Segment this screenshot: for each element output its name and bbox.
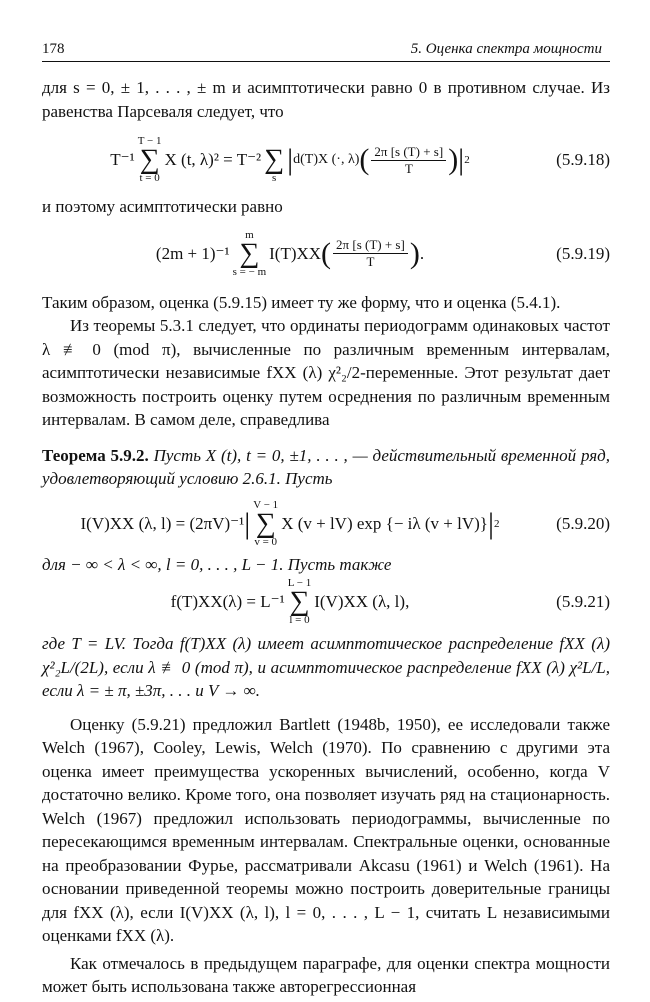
- eq19-fraction: [333, 237, 408, 270]
- eq21-lhs: f(T)XX(λ) = L⁻¹: [170, 592, 285, 611]
- paragraph-5: где T = LV. Тогда f(T)XX (λ) имеет асимптотическое распределение fXX (λ) χ²₂L/(2L), если λ ≢ 0 (mod π), и асимптотическое распределение fXX (λ) χ²L/L, если λ = ± π, ±3π, . . . и V → ∞.: [42, 634, 610, 700]
- eq18-sum-bottom: t = 0: [139, 172, 160, 184]
- eq18-fraction: [371, 144, 446, 177]
- paragraph-7: Как отмечалось в предыдущем параграфе, для оценки спектра мощности может быть использована также авторегрессионная: [42, 953, 610, 996]
- eq21-body: I(V)XX (λ, l),: [314, 592, 410, 611]
- eq19-sum-bottom: s = − m: [232, 265, 267, 278]
- eq21-sum-top: L − 1: [287, 577, 312, 589]
- equation-5-9-18: T⁻¹ T − 1 ∑ t = 0 X (t, λ)² = T⁻² ∑ s | d(T)X (·, λ) ( $\frac{2\pi [s (T) + s]}{T}$ )| 2 (5.9.18): [110, 135, 610, 184]
- paragraph-3: Таким образом, оценка (5.9.15) имеет ту же форму, что и оценка (5.4.1).: [42, 292, 561, 312]
- eq19-sum: m ∑ s = − m: [232, 228, 267, 278]
- theorem-5-9-2: [42, 444, 610, 491]
- theorem-label: Теорема 5.9.2.: [42, 445, 149, 465]
- theorem-text: Пусть X (t), t = 0, ±1, . . . , — действительный временной ряд, удовлетворяющий условию 2.6.1. Пусть: [42, 445, 610, 488]
- page: [42, 36, 610, 999]
- eq18-sum: T − 1 ∑ t = 0: [137, 135, 162, 184]
- eq19-body: I(T)XX: [269, 243, 322, 263]
- eq18-exp: 2: [464, 154, 470, 166]
- eq19-lhs: (2m + 1)⁻¹: [155, 243, 230, 263]
- chapter-title: 5. Оценка спектра мощности: [410, 41, 602, 57]
- paragraph-6: Оценку (5.9.21) предложил Bartlett (1948b, 1950), ее исследовали также Welch (1967), Cooley, Lewis, Welch (1970). По сравнению с другими эта оценка имеет преимущества ускоренных вычислений, особенно, когда V достаточно велико. Кроме того, она позволяет изучать ряд на стационарность. Welch (1967) предложил использовать периодограммы, вычисленные по пересекающимся временным интервалам. Спектральные оценки, основанные на преобразовании Фурье, рассматривали Akcasu (1961) и Welch (1961). На основании приведенной теоремы можно построить доверительные границы для fXX (λ), если I(V)XX (λ, l), l = 0, . . . , L − 1, считать L независимыми оценками fXX (λ).: [42, 714, 610, 945]
- eq20-exp: 2: [493, 517, 500, 530]
- eq20-body: X (v + lV) exp {− iλ (v + lV)}: [281, 513, 488, 533]
- eq20-sum-top: V − 1: [253, 498, 279, 511]
- paragraph-1: для s = 0, ± 1, . . . , ± m и асимптотически равно 0 в противном случае. Из равенства Парсеваля следует, что: [42, 78, 610, 121]
- running-header: [42, 36, 610, 62]
- eq20-sum-bottom: v = 0: [254, 535, 278, 548]
- equation-5-9-20: I(V)XX (λ, l) = (2πV)⁻¹ | V − 1 ∑ v = 0 X (v + lV) exp {− iλ (v + lV)} | 2 (5.9.20): [80, 498, 610, 548]
- paragraph-4: Из теоремы 5.3.1 следует, что ординаты периодограмм одинаковых частот λ ≢ 0 (mod π), вычисленные по различным временным интервалам, асимптотически независимые fXX (λ) χ²₂/2-переменные. Этот результат дает возможность построить оценку путем осреднения по различным временным интервалам. В самом деле, справедлива: [42, 316, 610, 429]
- eq19-number: (5.9.19): [556, 243, 610, 263]
- eq20-number: (5.9.20): [556, 513, 610, 533]
- eq18-frac-den: T: [404, 160, 413, 176]
- equation-5-9-19: (2m + 1)⁻¹ m ∑ s = − m I(T)XX ( $\frac{2\pi [s (T) + s]}{T}$ ) . (5.9.19): [155, 228, 610, 278]
- page-number: 178: [42, 41, 65, 57]
- eq18-frac-num: 2π [s (T) + s]: [371, 144, 446, 161]
- eq21-sum-bottom: l = 0: [289, 614, 310, 626]
- eq18-sum2: ∑ s: [264, 144, 285, 184]
- eq18-lhs: T⁻¹: [110, 150, 135, 169]
- eq19-frac-num: 2π [s (T) + s]: [333, 237, 408, 254]
- eq19-sum-top: m: [245, 228, 254, 241]
- eq18-body-b: d(T)X (·, λ): [293, 152, 360, 167]
- eq18-sum-top: T − 1: [137, 135, 162, 147]
- eq19-frac-den: T: [366, 254, 375, 269]
- eq21-number: (5.9.21): [556, 592, 610, 611]
- eq20-sum: V − 1 ∑ v = 0: [253, 498, 279, 548]
- eq20-lhs: I(V)XX (λ, l) = (2πV)⁻¹: [80, 513, 245, 533]
- eq21-sum: L − 1 ∑ l = 0: [287, 577, 312, 626]
- eq18-sum2-bottom: s: [272, 172, 277, 184]
- eq18-body-a: X (t, λ)² = T⁻²: [164, 150, 262, 169]
- eq18-number: (5.9.18): [556, 150, 610, 169]
- paragraph-2: и поэтому асимптотически равно: [42, 197, 283, 216]
- equation-5-9-21: [42, 576, 610, 628]
- condition-line: для − ∞ < λ < ∞, l = 0, . . . , L − 1. Пусть также: [42, 554, 392, 574]
